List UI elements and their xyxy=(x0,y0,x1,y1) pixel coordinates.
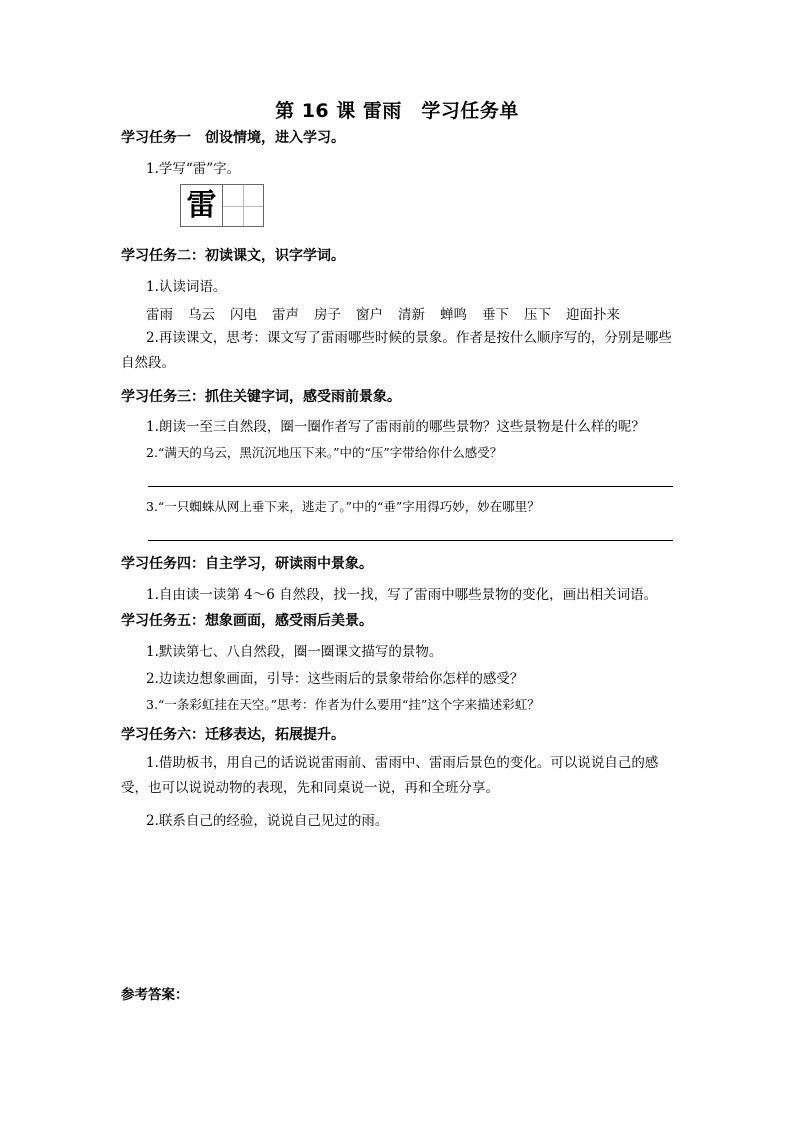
word-item: 房子 xyxy=(314,307,341,323)
task1-heading: 学习任务一 创设情境，进入学习。 xyxy=(121,130,345,146)
page-title: 第 16 课 雷雨 学习任务单 xyxy=(275,100,519,122)
task3-item3: 3.“一只蜘蛛从网上垂下来，逃走了。”中的“垂”字用得巧妙，妙在哪里？ xyxy=(146,499,540,514)
task6-item2: 2.联系自己的经验，说说自己见过的雨。 xyxy=(146,813,389,829)
word-list xyxy=(146,303,635,323)
task6-heading: 学习任务六：迁移表达，拓展提升。 xyxy=(121,727,345,743)
task4-heading: 学习任务四：自主学习，研读雨中景象。 xyxy=(121,556,373,572)
task4-item1: 1.自由读一读第 4～6 自然段，找一找，写了雷雨中哪些景物的变化，画出相关词语。 xyxy=(146,587,658,603)
task5-item3: 3.“一条彩虹挂在天空。”思考：作者为什么要用“挂”这个字来描述彩虹？ xyxy=(146,697,540,712)
task6-item1: 1.借助板书，用自己的话说说雷雨前、雷雨中、雷雨后景色的变化。可以说说自己的感受，也可以说说动物的表现，先和同桌说一说，再和全班分享。 xyxy=(121,755,659,796)
writing-grid xyxy=(180,184,264,227)
answer-label: 参考答案： xyxy=(121,987,189,1003)
task3-item1: 1.朗读一至三自然段，圈一圈作者写了雷雨前的哪些景物？这些景物是什么样的呢？ xyxy=(146,419,645,435)
task3-heading: 学习任务三：抓住关键字词，感受雨前景象。 xyxy=(121,389,401,405)
word-item: 雷声 xyxy=(272,307,299,323)
task5-heading: 学习任务五：想象画面，感受雨后美景。 xyxy=(121,613,373,629)
model-character: 雷 xyxy=(186,188,217,223)
word-item: 压下 xyxy=(524,307,551,323)
word-item: 蝉鸣 xyxy=(440,307,467,323)
task5-item1: 1.默读第七、八自然段，圈一圈课文描写的景物。 xyxy=(146,644,443,660)
answer-line xyxy=(148,540,673,541)
word-item: 垂下 xyxy=(482,307,509,323)
task2-item2: 2.再读课文，思考：课文写了雷雨哪些时候的景象。作者是按什么顺序写的，分别是哪些自然段。 xyxy=(121,330,672,371)
word-item: 闪电 xyxy=(230,307,257,323)
word-item: 窗户 xyxy=(356,307,383,323)
grid-cell-practice xyxy=(222,185,263,226)
task2-item1: 1.认读词语。 xyxy=(146,279,227,295)
word-item: 清新 xyxy=(398,307,425,323)
task1-item1: 1.学写“雷”字。 xyxy=(146,161,241,177)
task2-heading: 学习任务二：初读课文，识字学词。 xyxy=(121,248,345,264)
task3-item2: 2.“满天的乌云，黑沉沉地压下来。”中的“压”字带给你什么感受？ xyxy=(146,445,503,460)
answer-line xyxy=(148,486,673,487)
task5-item2: 2.边读边想象画面，引导：这些雨后的景象带给你怎样的感受？ xyxy=(146,671,524,687)
grid-cell-char xyxy=(181,185,222,226)
word-item: 雷雨 xyxy=(146,307,173,323)
word-item: 乌云 xyxy=(188,307,215,323)
word-item: 迎面扑来 xyxy=(566,307,620,323)
